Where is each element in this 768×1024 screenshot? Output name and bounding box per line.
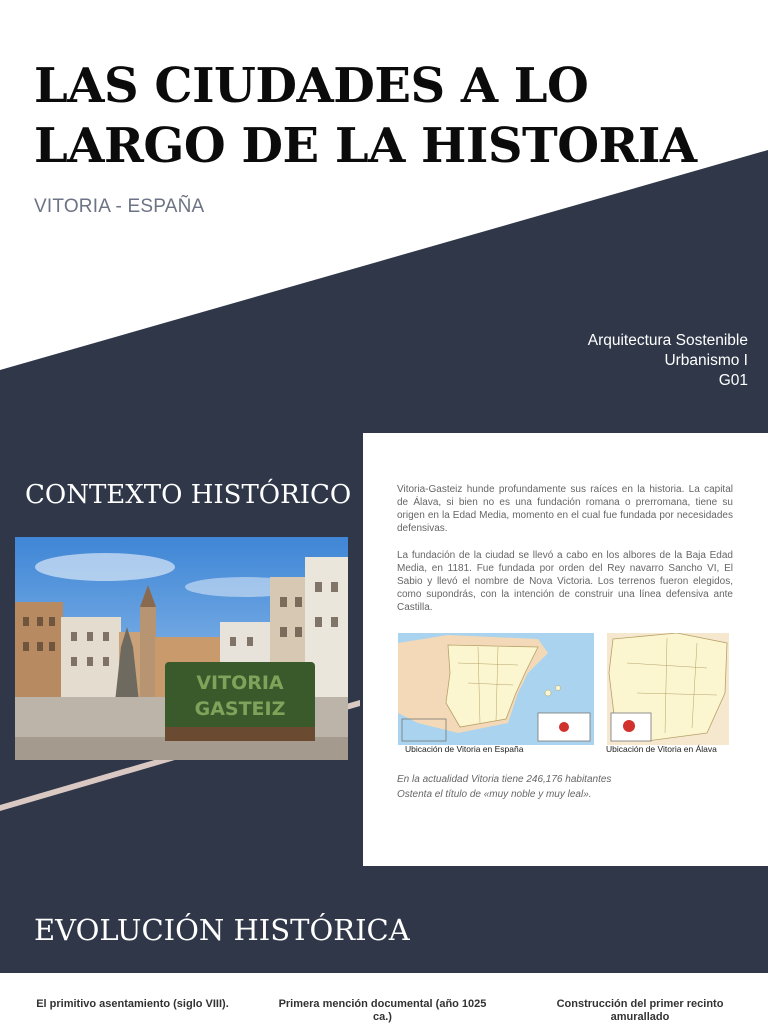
course-line-3: G01 [718, 372, 748, 389]
course-line-1: Arquitectura Sostenible [587, 332, 748, 349]
page-title [34, 56, 734, 176]
context-paragraph-2: La fundación de la ciudad se llevó a cabo en los albores de la Baja Edad Media, en 1181. Fue fundada por orden del Rey navarro Sancho VI, El Sabio y llevó el nombre de Nova Victoria. Los terrenos fueron elegidos, como supondrás, con la intención de construir una línea defensiva ante Castilla. [397, 550, 733, 613]
context-heading: CONTEXTO HISTÓRICO [25, 480, 352, 510]
course-line-2: Urbanismo I [664, 352, 748, 369]
map-spain-caption: Ubicación de Vitoria en España [405, 744, 524, 754]
subtitle: VITORIA - ESPAÑA [34, 196, 205, 217]
timeline-item-1: El primitivo asentamiento (siglo VIII). [36, 998, 229, 1010]
timeline-item-3: Construcción del primer recinto amurallado [556, 998, 724, 1023]
context-paragraph-1: Vitoria-Gasteiz hunde profundamente sus raíces en la historia. La capital de Álava, si bien no es una fundación romana o prerromana, tiene su origen en la Edad Media, momento en el cual fue fundada por necesidades defensivas. [397, 484, 733, 534]
photo-sign-text-1: VITORIA [196, 672, 284, 694]
timeline-item-2: Primera mención documental (año 1025 ca.) [278, 998, 487, 1023]
title-note: Ostenta el título de «muy noble y muy leal». [397, 789, 592, 800]
title-line-1: LAS CIUDADES A LO [34, 58, 589, 114]
map-alava-caption: Ubicación de Vitoria en Álava [606, 744, 717, 754]
map-spain [398, 633, 594, 745]
city-photo [15, 537, 348, 760]
title-line-2: LARGO DE LA HISTORIA [34, 118, 697, 174]
population-note: En la actualidad Vitoria tiene 246,176 habitantes [397, 774, 612, 785]
course-info [588, 331, 748, 391]
map-alava [607, 633, 729, 745]
context-card [363, 433, 768, 866]
photo-sign-text-2: GASTEIZ [194, 698, 286, 720]
evolution-heading: EVOLUCIÓN HISTÓRICA [34, 913, 410, 947]
